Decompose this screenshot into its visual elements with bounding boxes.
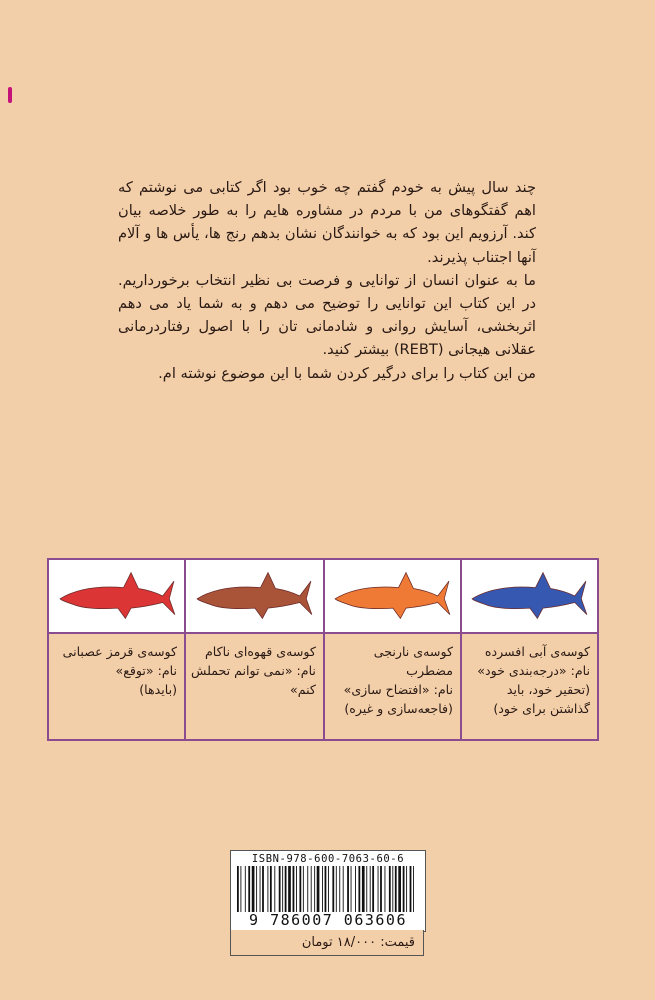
orange-shark-icon [330,568,454,624]
red-shark-icon [55,568,179,624]
shark-image-frame [462,560,597,634]
shark-name: نام: «افتضاح سازی» [343,682,453,697]
shark-title: کوسه‌ی قهوه‌ای ناکام [205,644,316,659]
price-label: قیمت: ۱۸/۰۰۰ تومان [230,930,424,956]
publisher-logo-text [8,87,12,103]
publisher-logo [0,36,20,154]
shark-detail: (بایدها) [139,682,178,697]
shark-description [462,634,597,722]
shark-name: نام: «درجه‌بندی خود» [477,663,590,678]
shark-detail: کنم» [290,682,316,697]
brown-shark-icon [192,568,316,624]
shark-name: نام: «توقع» [115,663,178,678]
shark-detail: (فاجعه‌سازی و غیره) [344,701,453,716]
shark-types-panel [47,558,599,741]
back-cover-blurb [118,176,536,385]
shark-title: کوسه‌ی آبی افسرده [484,644,590,659]
shark-subtitle: مضطرب [406,663,453,678]
isbn-label: ISBN-978-600-7063-60-6 [251,853,405,865]
shark-detail: گذاشتن برای خود) [493,701,590,716]
shark-title: کوسه‌ی نارنجی [373,644,453,659]
shark-description [325,634,460,722]
shark-card-red [49,560,184,739]
shark-card-brown [184,560,323,739]
blurb-paragraph-3: من این کتاب را برای درگیر کردن شما با این موضوع نوشته ام. [158,364,536,382]
isbn-barcode [230,850,426,932]
barcode-bars [235,866,421,912]
shark-card-orange [323,560,460,739]
shark-description [186,634,323,703]
blue-shark-icon [467,568,591,624]
shark-card-blue [460,560,597,739]
shark-image-frame [325,560,460,634]
isbn-digits: 9 786007 063606 [249,911,407,929]
shark-name: نام: «نمی توانم تحملش [191,663,316,678]
shark-image-frame [49,560,184,634]
blurb-paragraph-2: ما به عنوان انسان از توانایی و فرصت بی نظیر انتخاب برخورداریم. در این کتاب این توانایی را توضیح می دهم و به شما یاد می دهم اثربخشی، آسایش روانی و شادمانی تان را با اصول رفتاردرمانی عقلانی هیجانی (REBT) بیشتر کنید. [118,271,536,359]
shark-title: کوسه‌ی قرمز عصبانی [62,644,178,659]
shark-image-frame [186,560,323,634]
blurb-paragraph-1: چند سال پیش به خودم گفتم چه خوب بود اگر کتابی می نوشتم که اهم گفتگوهای من با مردم در مشاوره هایم را به طور خلاصه بیان کند. آرزویم این بود که به خوانندگان نشان بدهم رنج ها، یأس ها و آلام آنها اجتناب پذیرند. [118,179,536,266]
shark-detail: (تحقیر خود، باید [506,682,590,697]
shark-description [49,634,184,703]
